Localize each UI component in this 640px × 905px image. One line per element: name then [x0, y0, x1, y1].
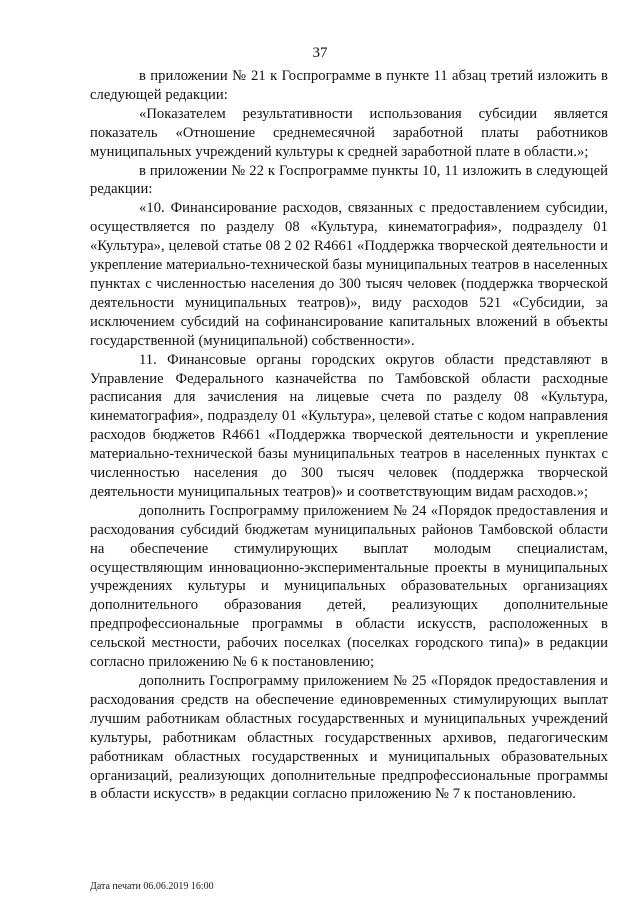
paragraph-indicator-quote: «Показателем результативности использования субсидии является показатель «Отношение среднемесячной заработной платы работников муниципальных учреждений культуры к средней заработной плате в области.»; [90, 105, 608, 160]
paragraph-point-10: «10. Финансирование расходов, связанных с предоставлением субсидии, осуществляется по разделу 08 «Культура, кинематография», подразделу 01 «Культура», целевой статье 08 2 02 R4661 «Поддержка творческой деятельности и укрепление материально-технической базы муниципальных театров в населенных пунктах с численностью населения до 300 тысяч человек (поддержка творческой деятельности муниципальных театров)», виду расходов 521 «Субсидии, за исключением субсидий на софинансирование капитальных вложений в объекты государственной (муниципальной) собственности». [90, 200, 608, 349]
paragraph-point-11: 11. Финансовые органы городских округов области представляют в Управление Федерального казначейства по Тамбовской области расходные расписания для зачисления на лицевые счета по разделу 08 «Культура, кинематография», подразделу 01 «Культура», целевой статье с кодом направления расходов бюджетов R4661 «Поддержка творческой деятельности и укрепление материально-технической базы муниципальных театров в населенных пунктах с численностью населения до 300 тысяч человек (поддержка творческой деятельности муниципальных театров)» и соответствующим видам расходов.»; [90, 351, 608, 500]
page-number: 37 [312, 45, 328, 61]
print-date-footer: Дата печати 06.06.2019 16:00 [90, 881, 214, 892]
paragraph-appendix-21: в приложении № 21 к Госпрограмме в пункте 11 абзац третий изложить в следующей редакции: [90, 68, 608, 103]
paragraph-appendix-24: дополнить Госпрограмму приложением № 24 «Порядок предоставления и расходования субсидий бюджетам муниципальных районов Тамбовской области на обеспечение стимулирующих выплат молодым специалистам, осуществляющим инновационно-экспериментальные проекты в муниципальных учреждениях культуры и муниципальных образовательных организациях дополнительного образования детей, реализующих дополнительные предпрофессиональные программы в области искусств, расположенных в сельской местности, рабочих поселках (поселках городского типа)» в редакции согласно приложению № 6 к постановлению; [90, 502, 608, 671]
document-body [90, 67, 608, 804]
paragraph-appendix-22: в приложении № 22 к Госпрограмме пункты 10, 11 изложить в следующей редакции: [90, 162, 608, 198]
paragraph-appendix-25: дополнить Госпрограмму приложением № 25 «Порядок предоставления и расходования средств на обеспечение единовременных стимулирующих выплат лучшим работникам областных государственных и муниципальных учреждений культуры, работникам областных государственных архивов, педагогическим работникам областных государственных и муниципальных образовательных организаций, реализующих дополнительные предпрофессиональные программы в области искусств» в редакции согласно приложению № 7 к постановлению. [90, 673, 608, 803]
